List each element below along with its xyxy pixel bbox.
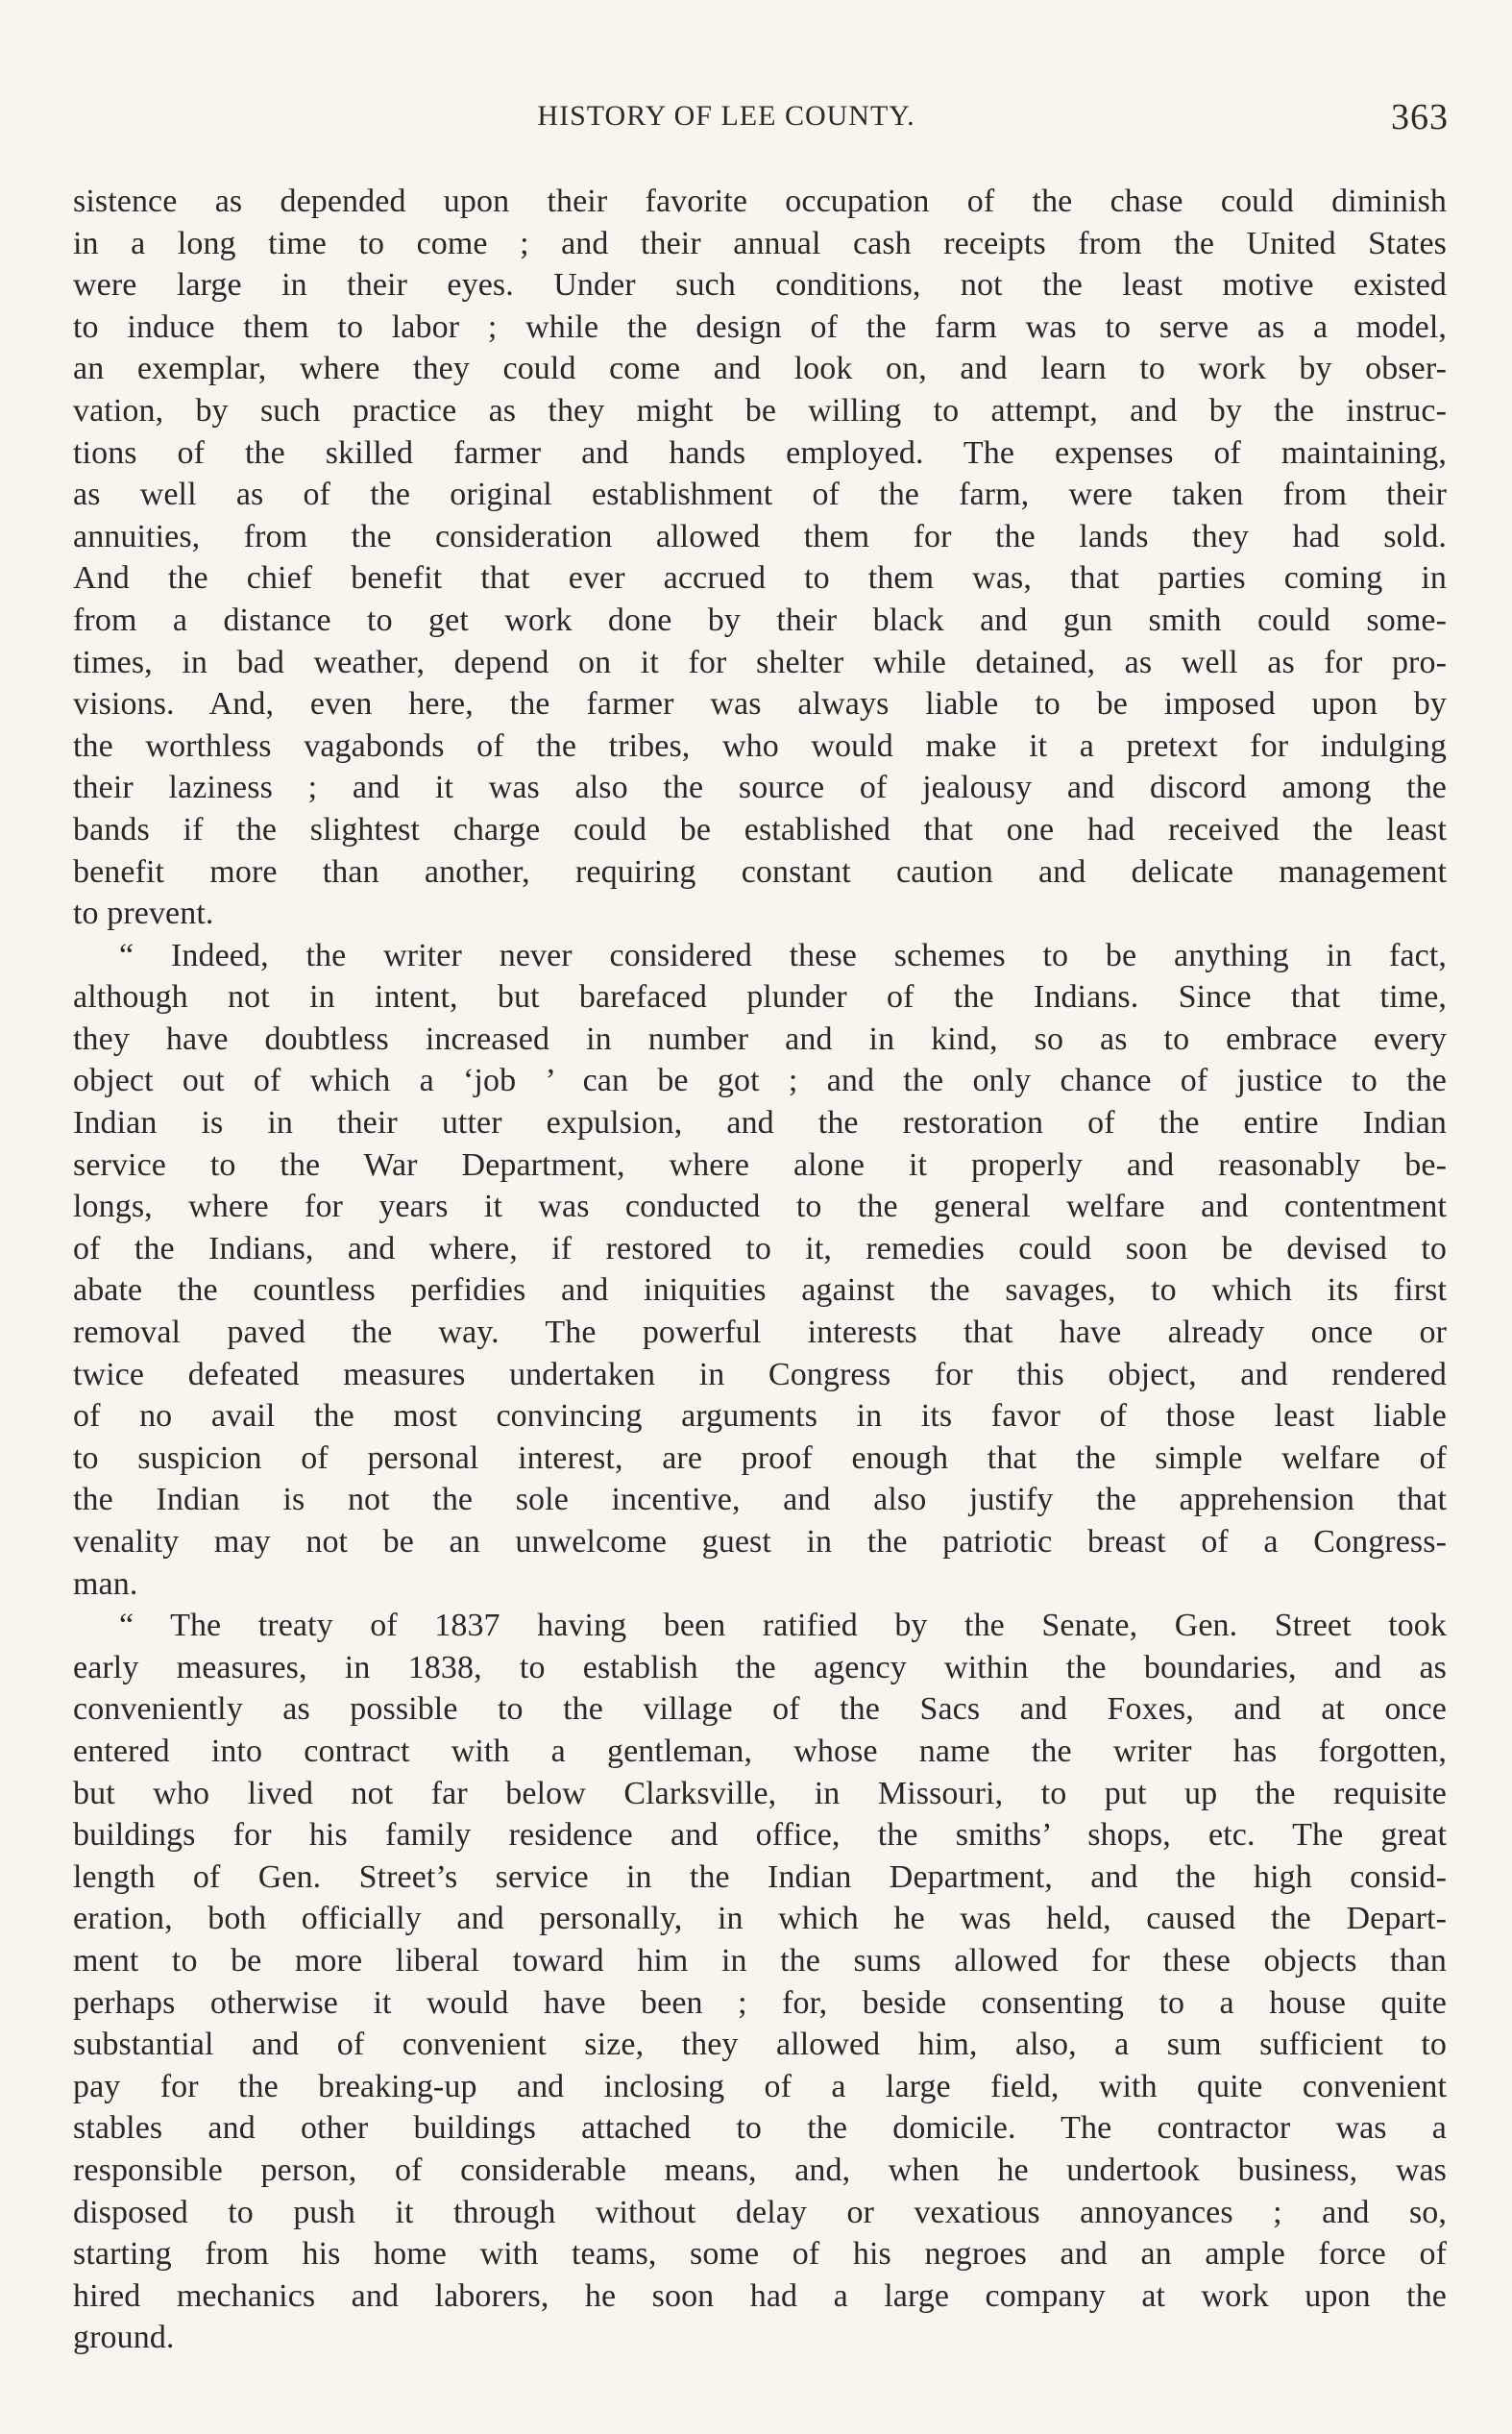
text-line: but who lived not far below Clarksville, in Missouri, to put up the requisite — [73, 1775, 1447, 1811]
text-line: stables and other buildings attached to the domicile. The contractor was a — [73, 2110, 1447, 2147]
text-line: an exemplar, where they could come and look on, and learn to work by obser- — [73, 351, 1447, 387]
text-line: Indian is in their utter expulsion, and the restoration of the entire Indian — [73, 1105, 1447, 1142]
text-line: venality may not be an unwelcome guest in the patriotic breast of a Congress- — [73, 1524, 1447, 1560]
paragraph-start-line: “ Indeed, the writer never considered these schemes to be anything in fact, — [119, 937, 1447, 973]
text-line: pay for the breaking-up and inclosing of a large field, with quite convenient — [73, 2068, 1447, 2104]
text-line: entered into contract with a gentleman, whose name the writer has forgotten, — [73, 1733, 1447, 1769]
text-line: visions. And, even here, the farmer was always liable to be imposed upon by — [73, 686, 1447, 723]
text-line: object out of which a ‘job ’ can be got ; and the only chance of justice to the — [73, 1063, 1447, 1099]
text-line: twice defeated measures undertaken in Congress for this object, and rendered — [73, 1356, 1447, 1392]
text-line: were large in their eyes. Under such conditions, not the least motive existed — [73, 267, 1447, 304]
text-line: the Indian is not the sole incentive, and also justify the apprehension that — [73, 1482, 1447, 1518]
text-line: although not in intent, but barefaced plunder of the Indians. Since that time, — [73, 979, 1447, 1016]
text-line: benefit more than another, requiring constant caution and delicate management — [73, 853, 1447, 890]
page-number: 363 — [1391, 97, 1449, 137]
paragraph-end-line: ground. — [73, 2320, 175, 2356]
text-line: conveniently as possible to the village of the Sacs and Foxes, and at once — [73, 1691, 1447, 1728]
text-line: longs, where for years it was conducted to the general welfare and contentment — [73, 1189, 1447, 1225]
text-line: perhaps otherwise it would have been ; for, beside consenting to a house quite — [73, 1984, 1447, 2021]
text-line: removal paved the way. The powerful interests that have already once or — [73, 1315, 1447, 1351]
text-line: of no avail the most convincing arguments in its favor of those least liable — [73, 1398, 1447, 1435]
text-line: substantial and of convenient size, they allowed him, also, a sum sufficient to — [73, 2027, 1447, 2063]
text-line: length of Gen. Street’s service in the Indian Department, and the high consid- — [73, 1858, 1447, 1895]
text-line: bands if the slightest charge could be established that one had received the least — [73, 811, 1447, 848]
text-line: times, in bad weather, depend on it for shelter while detained, as well as for pro- — [73, 644, 1447, 680]
text-line: And the chief benefit that ever accrued to them was, that parties coming in — [73, 560, 1447, 597]
text-line: to induce them to labor ; while the design of the farm was to serve as a model, — [73, 308, 1447, 345]
running-head: HISTORY OF LEE COUNTY. — [537, 100, 915, 132]
text-line: abate the countless perfidies and iniquities against the savages, to which its first — [73, 1272, 1447, 1309]
text-line: eration, both officially and personally, in which he was held, caused the Depart- — [73, 1901, 1447, 1937]
text-line: of the Indians, and where, if restored to it, remedies could soon be devised to — [73, 1230, 1447, 1266]
text-line: they have doubtless increased in number and in kind, so as to embrace every — [73, 1020, 1447, 1057]
body-text — [73, 181, 1447, 2359]
text-line: in a long time to come ; and their annual cash receipts from the United States — [73, 225, 1447, 261]
paragraph-end-line: to prevent. — [73, 896, 214, 932]
text-line: service to the War Department, where alone it properly and reasonably be- — [73, 1146, 1447, 1183]
page-header — [73, 97, 1449, 148]
text-line: to suspicion of personal interest, are proof enough that the simple welfare of — [73, 1439, 1447, 1476]
text-line: responsible person, of considerable means, and, when he undertook business, was — [73, 2151, 1447, 2188]
text-line: from a distance to get work done by their black and gun smith could some- — [73, 602, 1447, 638]
text-line: annuities, from the consideration allowed them for the lands they had sold. — [73, 518, 1447, 554]
text-line: sistence as depended upon their favorite occupation of the chase could diminish — [73, 184, 1447, 219]
paragraph-start-line: “ The treaty of 1837 having been ratified by the Senate, Gen. Street took — [119, 1608, 1447, 1644]
paragraph-end-line: man. — [73, 1565, 138, 1602]
text-line: starting from his home with teams, some of his negroes and an ample force of — [73, 2236, 1447, 2273]
text-line: hired mechanics and laborers, he soon had a large company at work upon the — [73, 2277, 1447, 2314]
text-line: as well as of the original establishment of the farm, were taken from their — [73, 477, 1447, 513]
text-line: buildings for his family residence and office, the smiths’ shops, etc. The great — [73, 1817, 1447, 1854]
text-line: vation, by such practice as they might be willing to attempt, and by the instruc- — [73, 392, 1447, 429]
text-line: their laziness ; and it was also the source of jealousy and discord among the — [73, 770, 1447, 806]
text-line: the worthless vagabonds of the tribes, who would make it a pretext for indulging — [73, 727, 1447, 764]
text-line: disposed to push it through without delay or vexatious annoyances ; and so, — [73, 2194, 1447, 2230]
text-line: tions of the skilled farmer and hands employed. The expenses of maintaining, — [73, 434, 1447, 471]
text-line: ment to be more liberal toward him in the sums allowed for these objects than — [73, 1942, 1447, 1979]
text-line: early measures, in 1838, to establish the agency within the boundaries, and as — [73, 1649, 1447, 1685]
